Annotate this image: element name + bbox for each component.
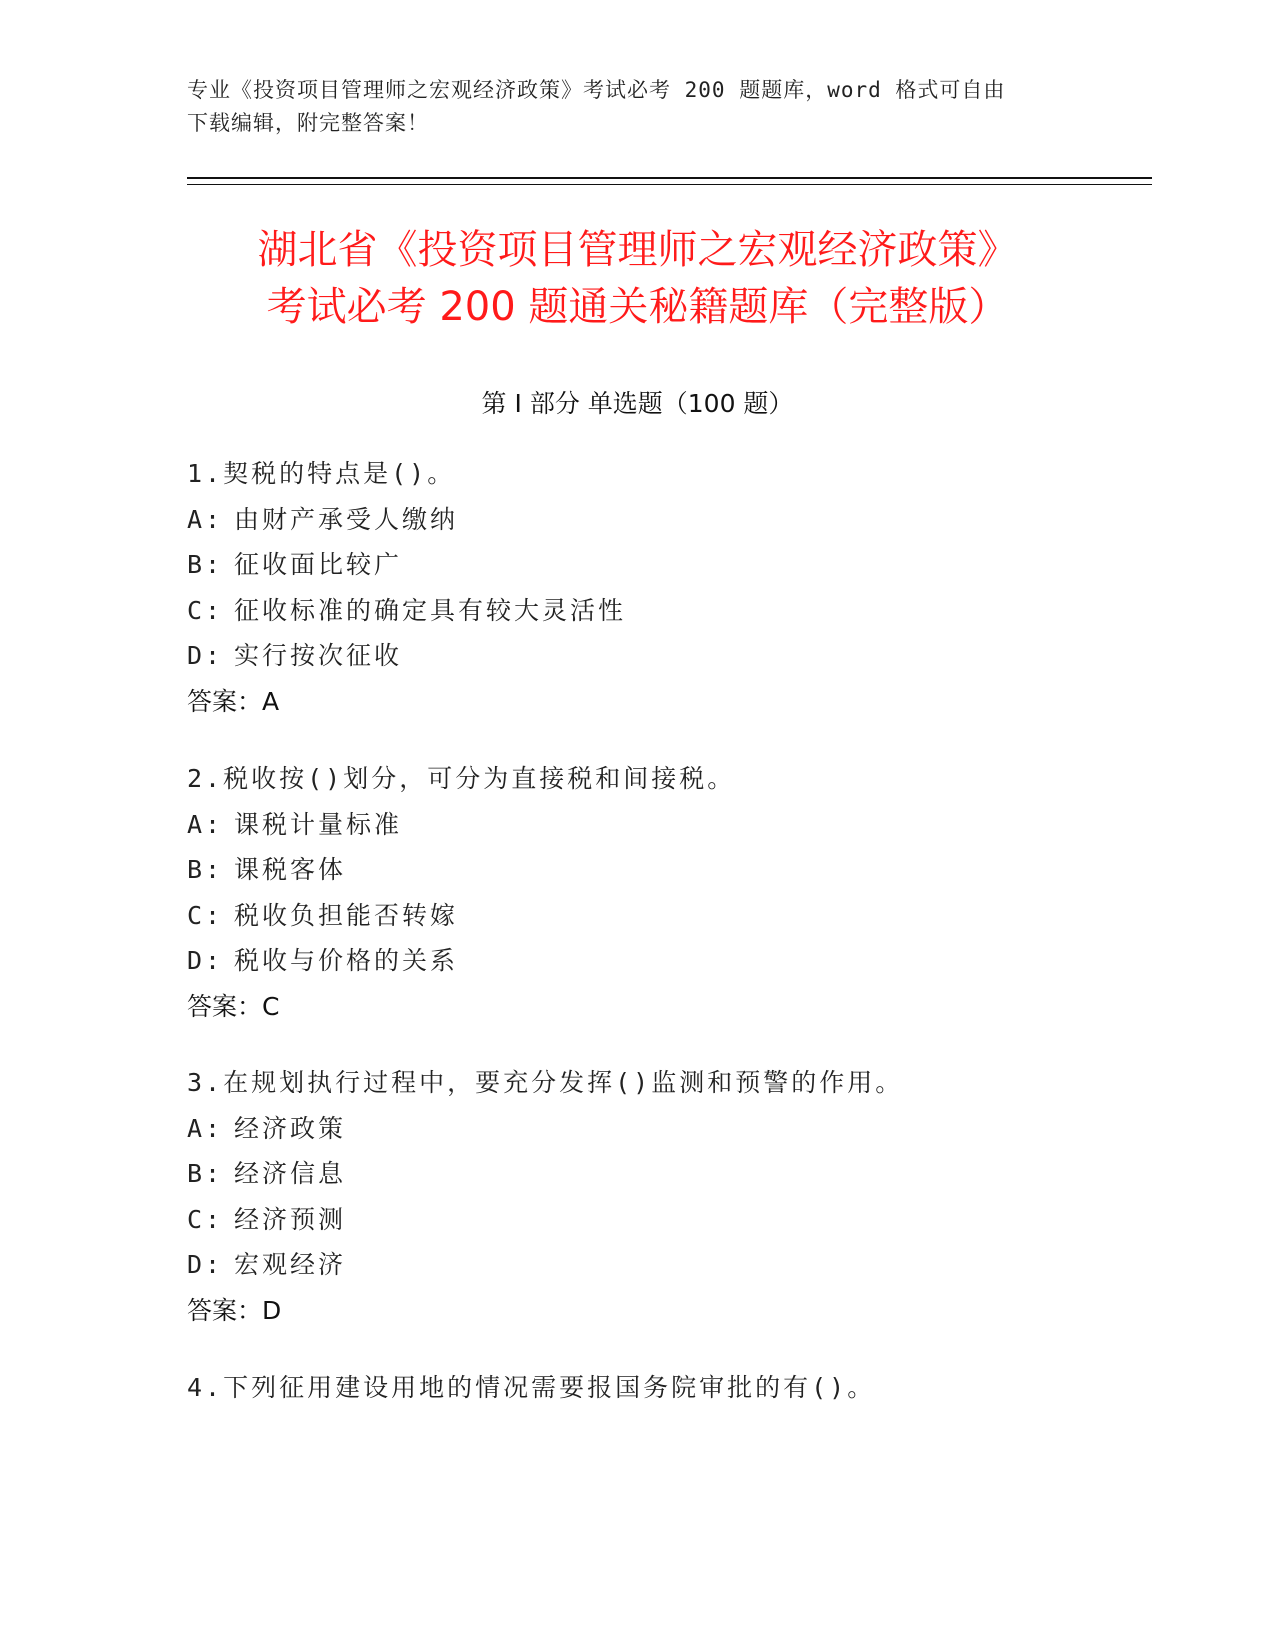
- question-1: [187, 451, 1137, 724]
- option-key: D:: [187, 1250, 224, 1279]
- answer-line: 答案：A: [187, 686, 280, 716]
- option-key: A:: [187, 809, 224, 839]
- section-heading: 第 I 部分 单选题（100 题）: [481, 389, 794, 418]
- option-key: B:: [187, 550, 224, 579]
- option-key: C:: [187, 595, 224, 625]
- option-a: [187, 497, 1137, 543]
- option-a: [187, 802, 1137, 848]
- option-key: B:: [187, 855, 224, 884]
- option-key: B:: [187, 1159, 224, 1188]
- header-rule-thick: [187, 177, 1152, 179]
- document-title: [150, 222, 1125, 336]
- question-stem: 3.在规划执行过程中，要充分发挥()监测和预警的作用。: [187, 1068, 904, 1097]
- option-d: [187, 938, 1137, 984]
- header-note-line-2: 下载编辑，附完整答案！: [187, 111, 429, 135]
- answer-line: 答案：C: [187, 991, 280, 1021]
- document-title-line-1: 湖北省《投资项目管理师之宏观经济政策》: [257, 227, 1018, 273]
- option-b: [187, 1151, 1137, 1197]
- option-key: A:: [187, 1113, 224, 1143]
- option-c: [187, 588, 1137, 634]
- option-text: 征收面比较广: [234, 550, 403, 579]
- answer-line: 答案：D: [187, 1295, 282, 1325]
- option-text: 经济政策: [234, 1113, 347, 1143]
- document-title-line-2: 考试必考 200 题通关秘籍题库（完整版）: [266, 284, 1009, 330]
- question-stem: 1.契税的特点是()。: [187, 459, 456, 488]
- option-key: C:: [187, 1204, 224, 1234]
- option-b: [187, 542, 1137, 588]
- option-c: [187, 1197, 1137, 1243]
- option-d: [187, 1242, 1137, 1288]
- option-text: 实行按次征收: [234, 641, 403, 670]
- option-text: 课税计量标准: [234, 809, 403, 839]
- option-text: 经济信息: [234, 1159, 347, 1188]
- option-text: 经济预测: [234, 1204, 347, 1234]
- option-a: [187, 1106, 1137, 1152]
- header-rule-thin: [187, 184, 1152, 185]
- question-2: [187, 756, 1137, 1029]
- option-key: D:: [187, 641, 224, 670]
- header-note-line-1: 专业《投资项目管理师之宏观经济政策》考试必考 200 题题库，word 格式可自由: [187, 78, 1006, 102]
- option-key: A:: [187, 504, 224, 534]
- question-stem: 2.税收按()划分，可分为直接税和间接税。: [187, 764, 736, 793]
- question-stem: 4.下列征用建设用地的情况需要报国务院审批的有()。: [187, 1373, 876, 1402]
- option-text: 宏观经济: [234, 1250, 347, 1279]
- option-d: [187, 633, 1137, 679]
- option-text: 税收负担能否转嫁: [234, 900, 459, 930]
- option-text: 税收与价格的关系: [234, 946, 459, 975]
- option-c: [187, 893, 1137, 939]
- option-text: 由财产承受人缴纳: [234, 504, 459, 534]
- option-text: 征收标准的确定具有较大灵活性: [234, 595, 627, 625]
- option-key: C:: [187, 900, 224, 930]
- option-text: 课税客体: [234, 855, 347, 884]
- option-key: D:: [187, 946, 224, 975]
- header-note: [187, 74, 1077, 140]
- question-3: [187, 1060, 1137, 1333]
- question-4: [187, 1365, 1137, 1411]
- option-b: [187, 847, 1137, 893]
